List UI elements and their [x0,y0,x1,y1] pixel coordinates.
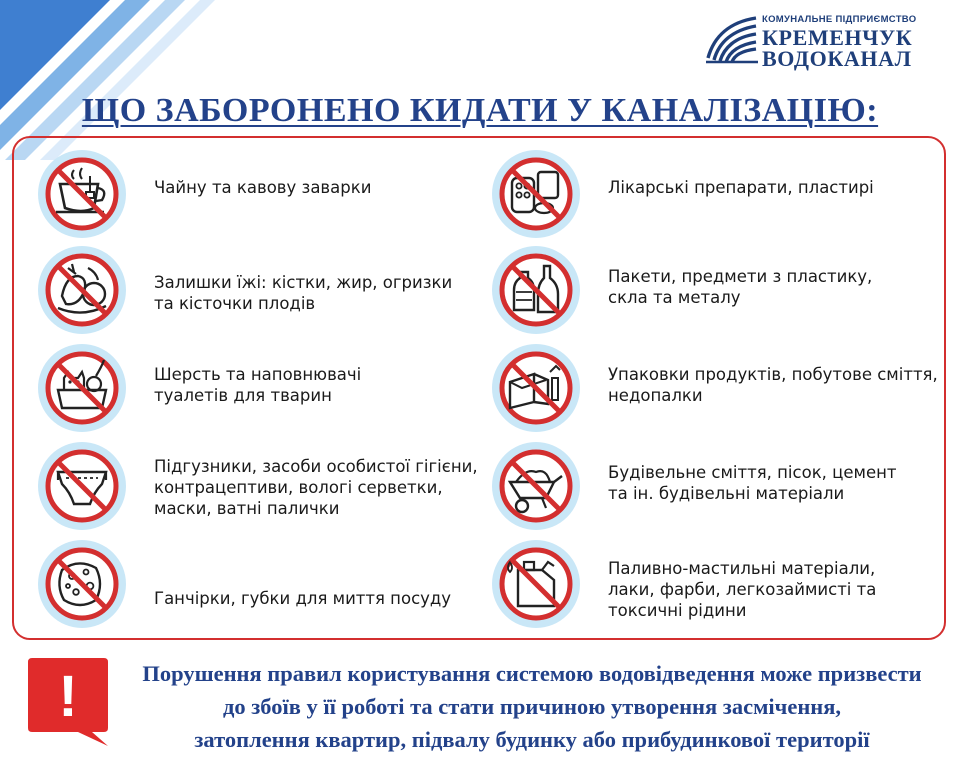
item-label: Підгузники, засоби особистої гігієни, контрацептиви, вологі серветки, маски, ватні палички [154,457,478,518]
pills-icon [492,150,580,238]
canister-icon [492,540,580,628]
food-scraps-icon [38,246,126,334]
package-icon [492,344,580,432]
item-label: Лікарські препарати, пластирі [608,178,874,197]
bottles-icon [492,246,580,334]
item-label: Пакети, предмети з пластику, скла та металу [608,267,873,307]
item-label: Упаковки продуктів, побутове сміття, недопалки [608,365,938,405]
logo-city: КРЕМЕНЧУК [762,25,913,50]
warning-text: Порушення правил користування системою водовідведення може призвести до збоїв у її роботі та стати причиною утворення засмічення, затоплення квартир, підвалу будинку або прибудинкової території [142,661,922,752]
item-label: Чайну та кавову заварки [154,178,372,197]
sponge-icon [38,540,126,628]
page-title: ЩО ЗАБОРОНЕНО КИДАТИ У КАНАЛІЗАЦІЮ: [81,92,879,129]
logo-subtitle: КОМУНАЛЬНЕ ПІДПРИЄМСТВО [762,14,917,25]
item-label: Будівельне сміття, пісок, цемент та ін. будівельні матеріали [608,463,897,503]
logo-company: ВОДОКАНАЛ [762,46,912,71]
item-label: Шерсть та наповнювачі туалетів для тварин [154,365,362,405]
logo-waves-icon [704,14,760,64]
cat-litter-icon [38,344,126,432]
wheelbarrow-icon [492,442,580,530]
exclamation-warning-icon [26,654,110,748]
diaper-icon [38,442,126,530]
item-label: Паливно-мастильні матеріали, лаки, фарби, легкозаймисті та токсичні рідини [608,559,877,620]
item-label: Залишки їжі: кістки, жир, огризки та кісточки плодів [154,273,453,313]
item-label: Ганчірки, губки для миття посуду [154,589,452,608]
teacup-icon [38,150,126,238]
warning-symbol: ! [58,664,78,729]
kremenchuk-vodokanal-logo[interactable] [704,10,940,70]
